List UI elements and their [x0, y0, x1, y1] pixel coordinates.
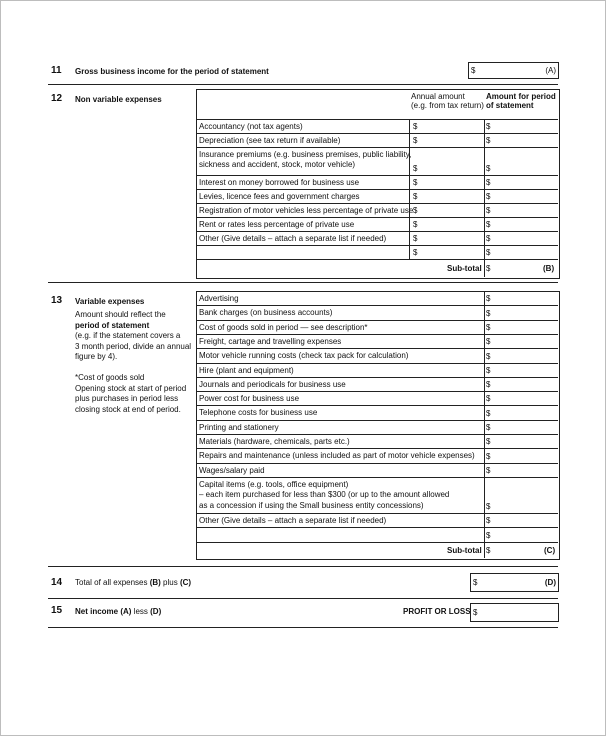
total-expenses-field[interactable] — [470, 573, 559, 592]
period-amount-input[interactable]: $ — [486, 465, 491, 475]
rule — [196, 542, 558, 543]
rule — [196, 217, 558, 218]
subtotal-b-input[interactable]: $ — [486, 264, 491, 273]
profit-or-loss-label: PROFIT OR LOSS — [403, 607, 471, 616]
rule — [196, 391, 558, 392]
rule — [196, 527, 558, 528]
period-amount-input[interactable]: $ — [486, 164, 491, 173]
rule — [196, 320, 558, 321]
expense-label: Cost of goods sold in period — see description* — [199, 322, 368, 332]
annual-amount-input[interactable]: $ — [413, 136, 418, 145]
period-amount-input[interactable]: $ — [486, 308, 491, 318]
annual-amount-header: Annual amount — [411, 92, 465, 101]
code-a: (A) — [545, 66, 556, 75]
expense-label: as a concession if using the Small business entity concessions) — [199, 500, 424, 510]
subtotal-label: Sub-total — [447, 545, 482, 555]
expense-label: Accountancy (not tax agents) — [199, 122, 303, 131]
row-15-number: 15 — [51, 605, 63, 616]
dollar-sign: $ — [473, 578, 478, 587]
period-amount-input[interactable]: $ — [486, 294, 491, 304]
row-14-number: 14 — [51, 577, 63, 588]
expense-label: Registration of motor vehicles less percentage of private use — [199, 206, 414, 215]
expense-label: Hire (plant and equipment) — [199, 365, 294, 375]
expense-label: Insurance premiums (e.g. business premises, public liability, — [199, 150, 412, 159]
row-12-label: Non variable expenses — [75, 95, 162, 104]
row-13-label: Variable expenses — [75, 297, 145, 306]
annual-amount-input[interactable]: $ — [413, 248, 418, 257]
row-15-label: Net income (A) less (D) — [75, 607, 162, 616]
period-amount-header: of statement — [486, 101, 534, 110]
rule — [196, 363, 558, 364]
period-amount-input[interactable]: $ — [486, 234, 491, 243]
divider — [48, 282, 558, 283]
net-income-field[interactable] — [470, 603, 559, 622]
rule — [196, 348, 558, 349]
note-line: Opening stock at start of period — [75, 383, 187, 393]
annual-amount-input[interactable]: $ — [413, 192, 418, 201]
note-line: Amount should reflect the — [75, 310, 166, 319]
rule — [196, 245, 558, 246]
rule — [196, 189, 558, 190]
rule — [196, 147, 558, 148]
expense-label: Power cost for business use — [199, 394, 300, 404]
period-amount-input[interactable]: $ — [486, 365, 491, 375]
note-line: *Cost of goods sold — [75, 373, 145, 382]
period-amount-input[interactable]: $ — [486, 122, 491, 131]
expense-label: Interest on money borrowed for business use — [199, 178, 360, 187]
annual-amount-input[interactable]: $ — [413, 164, 418, 173]
divider — [48, 627, 558, 628]
period-amount-input[interactable]: $ — [486, 192, 491, 201]
row-11-number: 11 — [51, 65, 62, 76]
expense-label: Levies, licence fees and government charges — [199, 192, 360, 201]
expense-label: – each item purchased for less than $300 (or up to the amount allowed — [199, 490, 450, 500]
expense-label: Advertising — [199, 294, 239, 303]
annual-amount-input[interactable]: $ — [413, 220, 418, 229]
expense-label: Repairs and maintenance (unless included as part of motor vehicle expenses) — [199, 451, 475, 461]
subtotal-c-input[interactable]: $ — [486, 545, 491, 555]
expense-label: Other (Give details – attach a separate list if needed) — [199, 515, 387, 525]
expense-label: Rent or rates less percentage of private use — [199, 220, 355, 229]
rule — [196, 405, 558, 406]
period-amount-input[interactable]: $ — [486, 516, 491, 526]
annual-amount-input[interactable]: $ — [413, 178, 418, 187]
expense-label: Motor vehicle running costs (check tax pack for calculation) — [199, 351, 409, 361]
note-line: (e.g. if the statement covers a — [75, 331, 181, 340]
expense-label: Depreciation (see tax return if available) — [199, 136, 341, 145]
rule — [196, 119, 558, 120]
period-amount-input[interactable]: $ — [486, 380, 491, 390]
row-12-number: 12 — [51, 93, 63, 104]
divider — [48, 598, 558, 599]
note-line: 3 month period, divide an annual — [75, 341, 192, 351]
dollar-sign: $ — [471, 66, 476, 75]
rule — [196, 513, 558, 514]
expense-label: Capital items (e.g. tools, office equipment) — [199, 479, 349, 489]
rule — [484, 119, 485, 277]
period-amount-input[interactable]: $ — [486, 322, 491, 332]
rule — [196, 175, 558, 176]
divider — [48, 84, 558, 85]
annual-amount-input[interactable]: $ — [413, 234, 418, 243]
period-amount-input[interactable]: $ — [486, 337, 491, 347]
expense-label: Materials (hardware, chemicals, parts etc.) — [199, 437, 350, 446]
gross-income-field[interactable] — [468, 62, 559, 79]
code-d: (D) — [544, 578, 556, 587]
rule — [196, 463, 558, 464]
period-amount-input[interactable]: $ — [486, 437, 491, 447]
period-amount-input[interactable]: $ — [486, 408, 491, 418]
period-amount-header: Amount for period — [486, 92, 556, 101]
rule — [196, 477, 558, 478]
annual-amount-input[interactable]: $ — [413, 206, 418, 215]
note-line: figure by 4). — [75, 352, 118, 361]
annual-amount-input[interactable]: $ — [413, 122, 418, 131]
expense-label: sickness and accident, stock, motor vehicle) — [199, 160, 356, 169]
rule — [409, 119, 410, 259]
period-amount-input[interactable]: $ — [486, 206, 491, 215]
annual-amount-header: (e.g. from tax return) — [411, 101, 484, 110]
expense-label: Freight, cartage and travelling expenses — [199, 336, 342, 346]
rule — [196, 334, 558, 335]
period-amount-input[interactable]: $ — [486, 248, 491, 257]
rule — [196, 434, 558, 435]
expense-label: Printing and stationery — [199, 422, 279, 432]
rule — [196, 133, 558, 134]
subtotal-label: Sub-total — [447, 264, 482, 273]
period-amount-input[interactable]: $ — [486, 530, 491, 540]
expense-label: Other (Give details – attach a separate list if needed) — [199, 234, 387, 243]
note-line: closing stock at end of period. — [75, 404, 181, 414]
period-amount-input[interactable]: $ — [486, 394, 491, 404]
rule — [196, 448, 558, 449]
rule — [196, 203, 558, 204]
period-amount-input[interactable]: $ — [486, 351, 491, 361]
note-line: period of statement — [75, 320, 150, 330]
code-b: (B) — [543, 264, 555, 273]
rule — [484, 291, 485, 558]
period-amount-input[interactable]: $ — [486, 136, 491, 145]
expense-label: Telephone costs for business use — [199, 408, 318, 418]
dollar-sign: $ — [473, 608, 478, 617]
rule — [196, 377, 558, 378]
expense-label: Bank charges (on business accounts) — [199, 308, 333, 318]
period-amount-input[interactable]: $ — [486, 423, 491, 432]
expense-label: Wages/salary paid — [199, 465, 265, 475]
row-13-number: 13 — [51, 295, 63, 306]
rule — [196, 420, 558, 421]
period-amount-input[interactable]: $ — [486, 501, 491, 511]
expense-label: Journals and periodicals for business use — [199, 379, 346, 389]
note-line: plus purchases in period less — [75, 394, 179, 403]
period-amount-input[interactable]: $ — [486, 451, 491, 461]
row-11-label: Gross business income for the period of statement — [75, 67, 269, 76]
code-c: (C) — [544, 545, 556, 555]
row-14-label: Total of all expenses (B) plus (C) — [75, 578, 192, 587]
rule — [196, 305, 558, 306]
period-amount-input[interactable]: $ — [486, 178, 491, 187]
divider — [48, 566, 558, 567]
period-amount-input[interactable]: $ — [486, 220, 491, 229]
rule — [196, 231, 558, 232]
rule — [196, 259, 558, 260]
